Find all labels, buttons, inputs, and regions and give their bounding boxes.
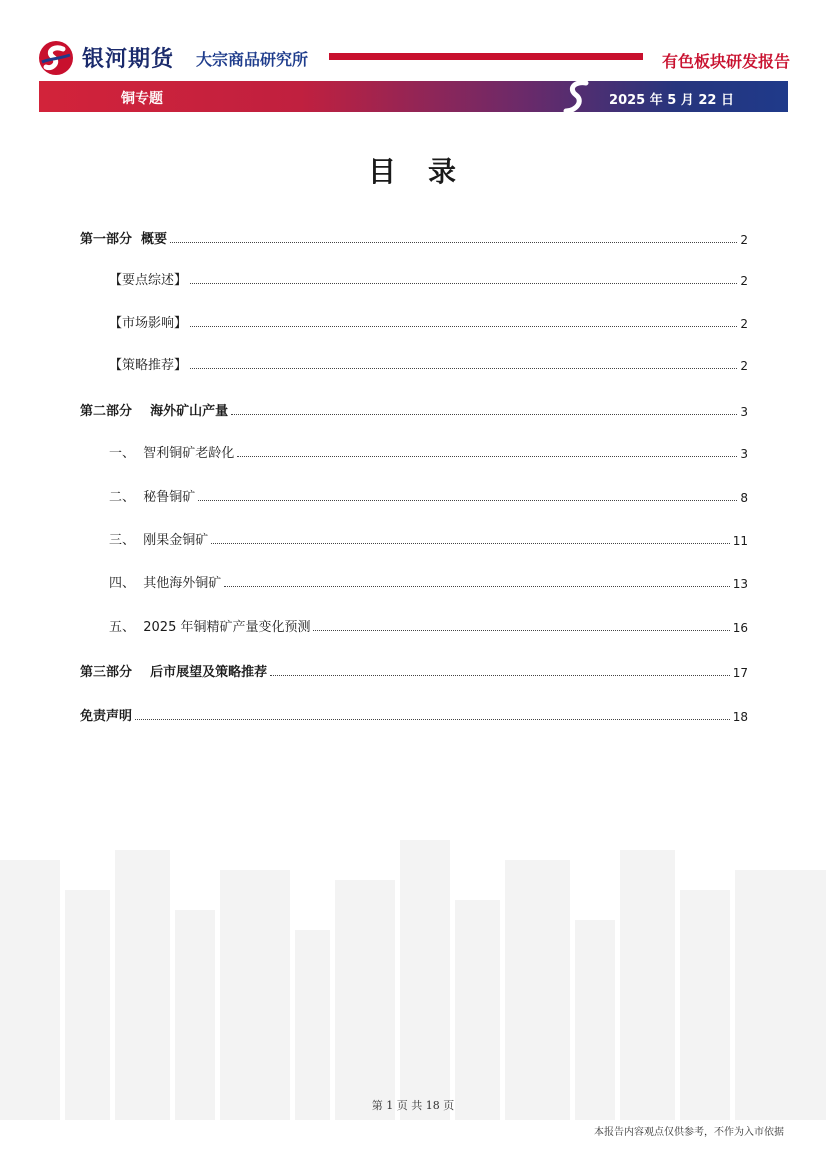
toc-entry-page: 11 xyxy=(732,534,748,548)
toc-entry-page: 13 xyxy=(732,577,748,591)
brand-name: 银河期货 xyxy=(82,47,175,72)
toc-entry-label: 【市场影响】 xyxy=(109,316,188,331)
dot-leader xyxy=(135,719,730,720)
page-title: 目录 xyxy=(367,155,488,188)
dot-leader xyxy=(190,283,737,284)
dot-leader xyxy=(170,242,737,243)
toc-entry-label: 四、 其他海外铜矿 xyxy=(109,576,222,591)
report-date: 2025 年 5 月 22 日 xyxy=(609,93,734,108)
toc-entry-page: 3 xyxy=(740,447,748,461)
toc-entry[interactable] xyxy=(80,706,748,724)
toc-entry-label: 【要点综述】 xyxy=(109,273,188,288)
report-type: 有色板块研发报告 xyxy=(661,52,790,71)
dot-leader xyxy=(270,675,730,676)
toc-entry[interactable] xyxy=(109,443,748,461)
toc-entry-label: 二、 秘鲁铜矿 xyxy=(109,490,196,505)
dot-leader xyxy=(211,543,729,544)
toc-entry[interactable] xyxy=(80,401,748,419)
galaxy-futures-logo-icon xyxy=(38,40,74,76)
toc-entry[interactable] xyxy=(109,270,748,288)
toc-entry-page: 2 xyxy=(740,233,748,247)
toc-entry-page: 2 xyxy=(740,359,748,373)
toc-entry-page: 3 xyxy=(740,405,748,419)
header-banner xyxy=(39,81,788,112)
dot-leader xyxy=(313,630,729,631)
toc-entry[interactable] xyxy=(80,229,748,247)
toc-entry-page: 2 xyxy=(740,317,748,331)
toc-entry-page: 16 xyxy=(732,621,748,635)
institute-name: 大宗商品研究所 xyxy=(196,50,309,69)
toc-entry[interactable] xyxy=(109,530,748,548)
toc-entry-label: 第三部分 后市展望及策略推荐 xyxy=(80,665,268,680)
toc-entry[interactable] xyxy=(109,355,748,373)
city-skyline-watermark xyxy=(0,820,826,1120)
header-divider xyxy=(329,53,643,60)
page-number: 第 1 页 共 18 页 xyxy=(371,1099,455,1112)
toc-entry-page: 17 xyxy=(732,666,748,680)
toc-entry[interactable] xyxy=(109,573,748,591)
toc-entry-label: 五、 2025 年铜精矿产量变化预测 xyxy=(109,620,311,635)
toc-entry[interactable] xyxy=(80,662,748,680)
toc-entry-label: 免责声明 xyxy=(80,709,133,724)
dot-leader xyxy=(190,368,737,369)
dot-leader xyxy=(190,326,737,327)
toc-entry[interactable] xyxy=(109,313,748,331)
toc-entry-label: 一、 智利铜矿老龄化 xyxy=(109,446,235,461)
toc-entry-label: 第一部分 概要 xyxy=(80,232,168,247)
toc-entry-label: 第二部分 海外矿山产量 xyxy=(80,404,229,419)
toc-entry[interactable] xyxy=(109,617,748,635)
dot-leader xyxy=(237,456,737,457)
dot-leader xyxy=(198,500,737,501)
toc-entry[interactable] xyxy=(109,487,748,505)
dot-leader xyxy=(224,586,729,587)
toc-entry-page: 2 xyxy=(740,274,748,288)
swoosh-icon xyxy=(562,79,592,115)
toc-entry-page: 8 xyxy=(740,491,748,505)
report-topic: 铜专题 xyxy=(121,91,163,107)
toc-entry-label: 三、 刚果金铜矿 xyxy=(109,533,209,548)
dot-leader xyxy=(231,414,737,415)
disclaimer: 本报告内容观点仅供参考，不作为入市依据 xyxy=(594,1127,784,1138)
toc-entry-page: 18 xyxy=(732,710,748,724)
toc-entry-label: 【策略推荐】 xyxy=(109,358,188,373)
